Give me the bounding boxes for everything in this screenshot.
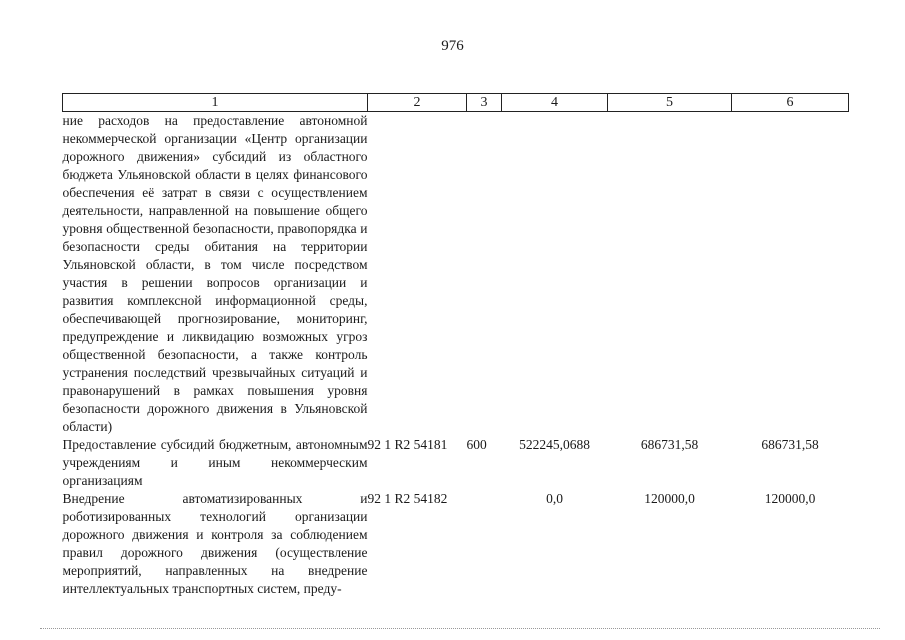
budget-table <box>62 93 849 598</box>
row-value-col5: 120000,0 <box>644 491 695 506</box>
column-header-3: 3 <box>467 94 502 112</box>
row-description: Предоставление субсидий бюджетным, автономным учреждениям и иным некоммерческим организациям <box>62 437 368 488</box>
row-expense-type <box>467 490 502 598</box>
row-value-col4 <box>502 112 608 437</box>
table-row <box>63 112 849 437</box>
row-expense-type: 600 <box>466 437 487 452</box>
row-value-col4: 522245,0688 <box>519 437 590 452</box>
column-header-2: 2 <box>368 94 467 112</box>
row-description: ние расходов на предоставление автономной некоммерческой организации «Центр организации дорожного движения» субсидий из областного бюджета Ульяновской области в целях финансового обеспечения её затрат в связи с осуществлением деятельности, направленной на повышение общего уровня общественной безопасности, правопорядка и безопасности среды обитания на территории Ульяновской области, в том числе посредством участия в решении вопросов организации и развития комплексной информационной среды, обеспечивающей прогнозирование, мониторинг, предупреждение и ликвидацию возможных угроз общественной безопасности, а также контроль устранения последствий чрезвычайных ситуаций и правонарушений в рамках повышения уровня безопасности дорожного движения в Ульяновской области) <box>62 113 368 434</box>
row-value-col4: 0,0 <box>546 491 563 506</box>
row-expense-type <box>467 112 502 437</box>
row-value-col6: 686731,58 <box>761 437 819 452</box>
row-code: 92 1 R2 54182 <box>367 491 448 506</box>
row-value-col6 <box>732 112 849 437</box>
row-code <box>368 112 467 437</box>
row-code: 92 1 R2 54181 <box>367 437 448 452</box>
row-value-col6: 120000,0 <box>764 491 816 506</box>
column-header-1: 1 <box>63 94 368 112</box>
row-value-col5: 686731,58 <box>640 437 699 452</box>
page-number: 976 <box>441 38 464 54</box>
table-row <box>63 436 849 490</box>
row-description: Внедрение автоматизированных и роботизированных технологий организации дорожного движения и контроля за соблюдением правил дорожного движения (осуществление мероприятий, направленных на внедрение интеллектуальных транспортных систем, преду- <box>62 491 368 596</box>
column-header-5: 5 <box>608 94 732 112</box>
column-header-4: 4 <box>502 94 608 112</box>
column-header-6: 6 <box>732 94 849 112</box>
table-row <box>63 490 849 598</box>
row-value-col5 <box>608 112 732 437</box>
table-header-row <box>63 94 849 112</box>
scan-artifact-line <box>40 628 880 631</box>
